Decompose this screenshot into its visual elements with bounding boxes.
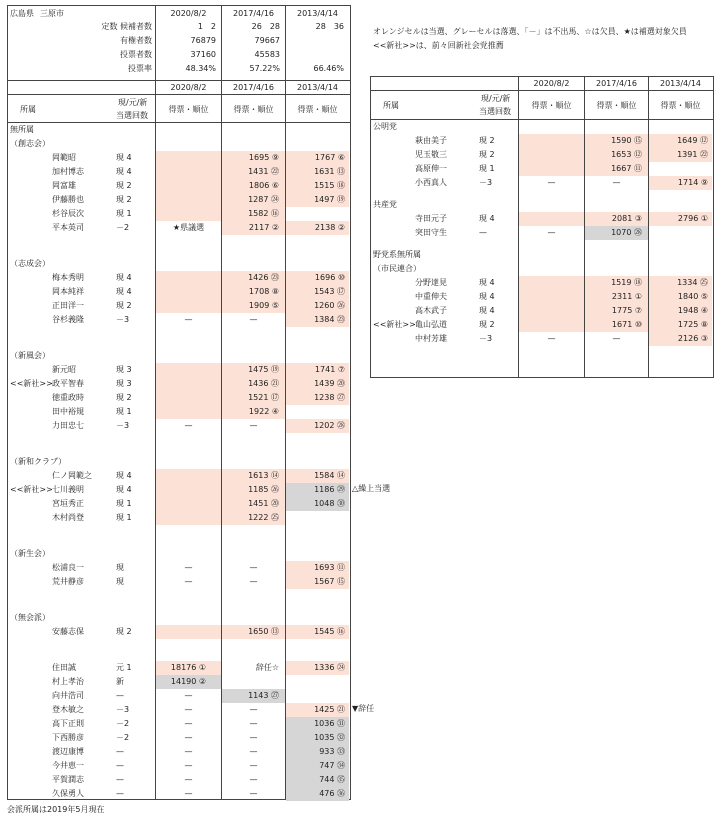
member-status: －3 (116, 421, 130, 430)
vote-cell-e3: 1425 ㉑ (286, 703, 349, 717)
member-name: 田中裕規 (52, 407, 84, 416)
right-affil-header: 所属 (383, 101, 399, 110)
vote-cell-e1: — (547, 178, 556, 187)
member-status: 現 1 (116, 499, 132, 508)
member-name: 伊藤勝也 (52, 195, 84, 204)
vote-cell-e3 (649, 226, 712, 240)
member-status: 現 4 (116, 167, 132, 176)
member-name: 寺田元子 (415, 214, 447, 223)
summary-value: 48.34% (185, 64, 216, 73)
vote-cell-e2: 1431 ㉒ (222, 165, 285, 179)
vote-cell-e2: 1521 ⑰ (222, 391, 285, 405)
vote-cell-e1 (519, 162, 584, 176)
vote-cell-e3: 1238 ㉗ (286, 391, 349, 405)
member-name: 渡辺康博 (52, 747, 84, 756)
member-name: 久保勇人 (52, 789, 84, 798)
member-name: 谷杉義隆 (52, 315, 84, 324)
vote-cell-e1 (156, 497, 221, 511)
member-name: 登木敏之 (52, 705, 84, 714)
member-status: 現 2 (479, 320, 495, 329)
vote-cell-e3: 1631 ⑬ (286, 165, 349, 179)
vote-cell-e1 (519, 148, 584, 162)
vote-cell-e2: 1708 ⑧ (222, 285, 285, 299)
vote-cell-e1 (519, 304, 584, 318)
left-election-date-2: 2017/4/16 (232, 9, 275, 18)
member-name: 新元昭 (52, 365, 76, 374)
member-name: 今井恵一 (52, 761, 84, 770)
vote-cell-e3: 1543 ⑰ (286, 285, 349, 299)
vote-cell-e1: — (184, 775, 193, 784)
vote-cell-e1 (156, 391, 221, 405)
vote-cell-e3: 1260 ㉖ (286, 299, 349, 313)
vote-cell-e3: 1515 ⑱ (286, 179, 349, 193)
vote-cell-e2: — (249, 775, 258, 784)
vote-cell-e2: — (249, 315, 258, 324)
member-name: 中重伸夫 (415, 292, 447, 301)
vote-cell-e3: 1725 ⑧ (649, 318, 712, 332)
left-wins-header: 当選回数 (116, 111, 148, 120)
vote-cell-e1 (156, 405, 221, 419)
left-affil-header: 所属 (20, 105, 36, 114)
legend-line-1: オレンジセルは当選、グレーセルは落選、「－」は不出馬、☆は欠員、★は補選対象欠員 (373, 27, 687, 36)
vote-cell-e1: 14190 ② (156, 675, 221, 689)
member-status: 現 1 (116, 407, 132, 416)
vote-cell-e3: 933 ㉝ (286, 745, 349, 759)
group-label: 共産党 (373, 200, 397, 209)
right-results-table (370, 76, 714, 378)
member-status: 現 2 (116, 301, 132, 310)
member-status: — (116, 747, 124, 756)
vote-cell-e3: 1693 ⑪ (286, 561, 349, 575)
vote-cell-e1: — (184, 705, 193, 714)
vote-cell-e3 (286, 689, 349, 703)
right-wins-header: 当選回数 (479, 107, 511, 116)
vote-cell-e2: — (249, 705, 258, 714)
vote-cell-e1: — (184, 421, 193, 430)
member-status: －3 (116, 315, 130, 324)
vote-cell-e2: 1806 ⑥ (222, 179, 285, 193)
member-status: 現 4 (479, 292, 495, 301)
vote-cell-e1 (156, 271, 221, 285)
vote-cell-e1 (156, 165, 221, 179)
member-status: 現 1 (116, 209, 132, 218)
vote-cell-e2: — (249, 733, 258, 742)
member-name: 平本英司 (52, 223, 84, 232)
summary-value: 28 36 (315, 22, 344, 31)
vote-cell-e3 (286, 511, 349, 525)
vote-cell-e3: 2138 ② (286, 221, 349, 235)
vote-cell-e2: 2117 ② (222, 221, 285, 235)
member-status: －2 (116, 719, 130, 728)
member-name: 政平智春 (52, 379, 84, 388)
left-status-header: 現/元/新 (118, 98, 148, 107)
member-name: 仁ノ岡範之 (52, 471, 92, 480)
member-status: 現 4 (116, 485, 132, 494)
summary-label: 投票者数 (120, 50, 152, 59)
vote-cell-e1 (519, 318, 584, 332)
shinsha-marker: <<新社>> (373, 320, 416, 329)
member-status: 現 4 (116, 153, 132, 162)
member-name: 分野達見 (415, 278, 447, 287)
member-name: 松浦良一 (52, 563, 84, 572)
vote-cell-e1: — (184, 789, 193, 798)
right-score-header-2: 得票・順位 (596, 101, 637, 110)
left-score-header-2: 得票・順位 (233, 105, 274, 114)
summary-label: 定数 候補者数 (101, 22, 152, 31)
summary-label: 有権者数 (120, 36, 152, 45)
left-election-date-1b: 2020/8/2 (170, 83, 207, 92)
vote-cell-e3: 2796 ① (649, 212, 712, 226)
vote-cell-e2: 1222 ㉕ (222, 511, 285, 525)
vote-cell-e3: 1334 ㉕ (649, 276, 712, 290)
member-status: 現 (116, 563, 124, 572)
right-election-date-2: 2017/4/16 (595, 79, 638, 88)
vote-cell-e1: 18176 ① (156, 661, 221, 675)
vote-cell-e2: 1070 ㉘ (585, 226, 648, 240)
vote-cell-e1 (519, 212, 584, 226)
side-note: ▼辞任 (352, 704, 375, 713)
member-status: 現 4 (116, 273, 132, 282)
vote-cell-e2: — (249, 761, 258, 770)
vote-cell-e1: ★県議選 (172, 223, 205, 232)
vote-cell-e2: — (249, 719, 258, 728)
vote-cell-e1: — (184, 563, 193, 572)
vote-cell-e3: 1497 ⑲ (286, 193, 349, 207)
vote-cell-e3: 1186 ㉙ (286, 483, 349, 497)
member-status: — (116, 691, 124, 700)
vote-cell-e1 (156, 207, 221, 221)
vote-cell-e1 (519, 276, 584, 290)
summary-label: 投票率 (128, 64, 152, 73)
vote-cell-e2: 1143 ㉗ (222, 689, 285, 703)
vote-cell-e3: 476 ㊱ (286, 787, 349, 801)
member-status: 新 (116, 677, 124, 686)
vote-cell-e3: 1714 ⑨ (649, 176, 712, 190)
side-note: △繰上当選 (352, 484, 391, 493)
vote-cell-e2: 2081 ③ (585, 212, 648, 226)
vote-cell-e1 (156, 377, 221, 391)
member-name: 小西真人 (415, 178, 447, 187)
member-name: 村上孝治 (52, 677, 84, 686)
member-status: 現 1 (116, 513, 132, 522)
vote-cell-e3: 1545 ⑯ (286, 625, 349, 639)
vote-cell-e3: 1567 ⑮ (286, 575, 349, 589)
summary-value: 57.22% (249, 64, 280, 73)
right-status-header: 現/元/新 (481, 94, 511, 103)
vote-cell-e1: — (184, 719, 193, 728)
summary-value: 26 28 (251, 22, 280, 31)
group-label: （新生会） (10, 549, 50, 558)
vote-cell-e3 (286, 675, 349, 689)
vote-cell-e2: 1909 ⑤ (222, 299, 285, 313)
vote-cell-e1 (156, 483, 221, 497)
vote-cell-e2: 1775 ⑦ (585, 304, 648, 318)
member-name: 向井浩司 (52, 691, 84, 700)
left-election-date-3b: 2013/4/14 (296, 83, 339, 92)
vote-cell-e3: 1840 ⑤ (649, 290, 712, 304)
member-status: 現 (116, 577, 124, 586)
member-status: 現 4 (479, 306, 495, 315)
left-results-table (7, 5, 351, 800)
vote-cell-e3 (286, 207, 349, 221)
footnote: 会派所属は2019年5月現在 (7, 805, 105, 814)
vote-cell-e3: 1584 ⑭ (286, 469, 349, 483)
vote-cell-e1 (156, 285, 221, 299)
vote-cell-e1 (156, 299, 221, 313)
member-status: 現 3 (116, 365, 132, 374)
vote-cell-e2: 1650 ⑬ (222, 625, 285, 639)
member-name: 岡範昭 (52, 153, 76, 162)
left-election-date-1: 2020/8/2 (170, 9, 207, 18)
vote-cell-e2: — (249, 789, 258, 798)
member-status: 元 1 (116, 663, 132, 672)
member-status: 現 2 (116, 181, 132, 190)
vote-cell-e3 (649, 162, 712, 176)
vote-cell-e1: — (184, 747, 193, 756)
vote-cell-e2: 1426 ㉓ (222, 271, 285, 285)
member-status: — (116, 775, 124, 784)
member-status: — (479, 228, 487, 237)
left-score-header-1: 得票・順位 (168, 105, 209, 114)
vote-cell-e2: 1475 ⑲ (222, 363, 285, 377)
vote-cell-e3: 1767 ⑥ (286, 151, 349, 165)
member-name: 杉谷辰次 (52, 209, 84, 218)
group-label: 公明党 (373, 122, 397, 131)
member-name: 七川義明 (52, 485, 84, 494)
vote-cell-e2: 1667 ⑪ (585, 162, 648, 176)
member-name: 中村芳雄 (415, 334, 447, 343)
summary-value: 66.46% (313, 64, 344, 73)
member-name: 梅本秀明 (52, 273, 84, 282)
vote-cell-e1 (519, 134, 584, 148)
vote-cell-e2: 1185 ㉖ (222, 483, 285, 497)
member-status: －3 (116, 705, 130, 714)
vote-cell-e1 (519, 290, 584, 304)
member-name: 突田守生 (415, 228, 447, 237)
member-status: 現 2 (479, 136, 495, 145)
vote-cell-e1: — (547, 228, 556, 237)
vote-cell-e2: 辞任☆ (255, 663, 279, 672)
vote-cell-e3: 1336 ㉔ (286, 661, 349, 675)
vote-cell-e3: 1948 ④ (649, 304, 712, 318)
group-label: （市民連合） (373, 264, 421, 273)
member-status: — (116, 761, 124, 770)
member-name: 加村博志 (52, 167, 84, 176)
member-status: 現 4 (116, 287, 132, 296)
member-name: 亀山弘道 (415, 320, 447, 329)
member-name: 宮垣秀正 (52, 499, 84, 508)
member-name: 岡本純祥 (52, 287, 84, 296)
member-status: 現 4 (479, 278, 495, 287)
member-name: 萩由美子 (415, 136, 447, 145)
vote-cell-e1 (156, 625, 221, 639)
vote-cell-e3: 1048 ㉚ (286, 497, 349, 511)
vote-cell-e2: — (249, 421, 258, 430)
member-status: 現 2 (116, 195, 132, 204)
member-name: 平賀潤志 (52, 775, 84, 784)
vote-cell-e2: — (612, 178, 621, 187)
vote-cell-e2: 1590 ⑮ (585, 134, 648, 148)
vote-cell-e3 (286, 405, 349, 419)
group-label: 無所属 (10, 125, 34, 134)
member-status: 現 4 (479, 214, 495, 223)
vote-cell-e3: 1439 ⑳ (286, 377, 349, 391)
vote-cell-e2: 1613 ⑭ (222, 469, 285, 483)
legend-line-2: <<新社>>は、前々回新社会党推薦 (373, 41, 504, 50)
group-label: （志成会） (10, 259, 50, 268)
vote-cell-e1: — (184, 315, 193, 324)
right-election-date-1: 2020/8/2 (533, 79, 570, 88)
left-election-date-3: 2013/4/14 (296, 9, 339, 18)
group-label: （新風会） (10, 351, 50, 360)
vote-cell-e1: — (184, 733, 193, 742)
vote-cell-e1: — (184, 577, 193, 586)
vote-cell-e2: 1922 ④ (222, 405, 285, 419)
member-name: 荒井静彦 (52, 577, 84, 586)
vote-cell-e2: 1582 ⑯ (222, 207, 285, 221)
vote-cell-e2: 2311 ① (585, 290, 648, 304)
vote-cell-e2: — (249, 577, 258, 586)
group-label: （創志会） (10, 139, 50, 148)
member-name: 力田忠七 (52, 421, 84, 430)
member-name: 児玉敬三 (415, 150, 447, 159)
vote-cell-e2: 1653 ⑫ (585, 148, 648, 162)
right-score-header-1: 得票・順位 (531, 101, 572, 110)
vote-cell-e3: 744 ㉟ (286, 773, 349, 787)
vote-cell-e2: 1671 ⑩ (585, 318, 648, 332)
vote-cell-e2: — (249, 747, 258, 756)
member-name: 高原伸一 (415, 164, 447, 173)
member-status: 現 3 (116, 379, 132, 388)
right-score-header-3: 得票・順位 (660, 101, 701, 110)
member-name: 正田洋一 (52, 301, 84, 310)
left-election-date-2b: 2017/4/16 (232, 83, 275, 92)
member-status: — (116, 789, 124, 798)
vote-cell-e3: 1649 ⑫ (649, 134, 712, 148)
city-label: 三原市 (40, 9, 64, 18)
vote-cell-e3: 747 ㉞ (286, 759, 349, 773)
group-label: 野党系無所属 (373, 250, 421, 259)
vote-cell-e1 (156, 179, 221, 193)
vote-cell-e3: 1202 ㉘ (286, 419, 349, 433)
group-label: （無会派） (10, 613, 50, 622)
member-status: 現 2 (116, 393, 132, 402)
vote-cell-e2: — (612, 334, 621, 343)
vote-cell-e2: 1287 ㉔ (222, 193, 285, 207)
shinsha-marker: <<新社>> (10, 379, 53, 388)
left-score-header-3: 得票・順位 (297, 105, 338, 114)
member-name: 木村尚登 (52, 513, 84, 522)
vote-cell-e2: 1695 ⑨ (222, 151, 285, 165)
pref-label: 広島県 (10, 9, 34, 18)
vote-cell-e3: 1696 ⑩ (286, 271, 349, 285)
vote-cell-e2: 1451 ⑳ (222, 497, 285, 511)
group-label: （新和クラブ） (10, 457, 67, 466)
vote-cell-e3: 1036 ㉛ (286, 717, 349, 731)
member-name: 高下正則 (52, 719, 84, 728)
member-status: －3 (479, 334, 493, 343)
vote-cell-e1 (156, 511, 221, 525)
member-name: 住田誠 (52, 663, 76, 672)
vote-cell-e3: 2126 ③ (649, 332, 712, 346)
vote-cell-e1 (156, 151, 221, 165)
member-status: 現 4 (116, 471, 132, 480)
member-name: 岡富雄 (52, 181, 76, 190)
summary-value: 37160 (190, 50, 216, 59)
summary-value: 1 2 (197, 22, 216, 31)
member-name: 下西勝彦 (52, 733, 84, 742)
vote-cell-e2: — (249, 563, 258, 572)
vote-cell-e1: — (184, 761, 193, 770)
vote-cell-e2: 1519 ⑱ (585, 276, 648, 290)
vote-cell-e1 (156, 193, 221, 207)
member-status: 現 2 (116, 627, 132, 636)
vote-cell-e3: 1384 ㉓ (286, 313, 349, 327)
vote-cell-e1: — (184, 691, 193, 700)
shinsha-marker: <<新社>> (10, 485, 53, 494)
summary-value: 79667 (254, 36, 280, 45)
member-status: －2 (116, 733, 130, 742)
member-status: 現 1 (479, 164, 495, 173)
summary-value: 45583 (254, 50, 280, 59)
vote-cell-e2 (222, 675, 285, 689)
right-election-date-3: 2013/4/14 (659, 79, 702, 88)
vote-cell-e3: 1391 ㉒ (649, 148, 712, 162)
vote-cell-e1: — (547, 334, 556, 343)
vote-cell-e1 (156, 469, 221, 483)
member-name: 安藤志保 (52, 627, 84, 636)
member-status: －3 (479, 178, 493, 187)
member-status: －2 (116, 223, 130, 232)
vote-cell-e1 (156, 363, 221, 377)
member-name: 高木武子 (415, 306, 447, 315)
member-status: 現 2 (479, 150, 495, 159)
summary-value: 76879 (190, 36, 216, 45)
vote-cell-e3: 1741 ⑦ (286, 363, 349, 377)
vote-cell-e3: 1035 ㉜ (286, 731, 349, 745)
member-name: 徳重政時 (52, 393, 84, 402)
vote-cell-e2: 1436 ㉑ (222, 377, 285, 391)
